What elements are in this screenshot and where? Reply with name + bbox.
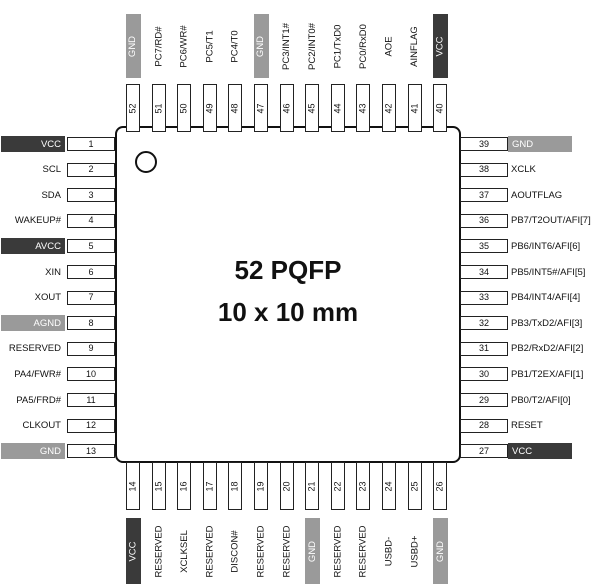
pin-label-3: SDA bbox=[41, 189, 61, 201]
pin1-marker bbox=[135, 151, 157, 173]
pin-number: 49 bbox=[204, 102, 215, 114]
pin-15 bbox=[152, 462, 166, 510]
pin-label-text: RESERVED bbox=[281, 524, 293, 578]
pin-label-text: PC0/RxD0 bbox=[357, 23, 369, 69]
pin-label-35: PB6/INT6/AFI[6] bbox=[511, 240, 581, 252]
pin-number: 15 bbox=[153, 480, 164, 492]
package-size: 10 x 10 mm bbox=[217, 297, 359, 327]
pin-43 bbox=[356, 84, 370, 132]
pin-number: 17 bbox=[204, 480, 215, 492]
pin-16 bbox=[177, 462, 191, 510]
pin-number: 51 bbox=[153, 102, 164, 114]
pin-44 bbox=[331, 84, 345, 132]
pin-5: 5 bbox=[67, 239, 115, 253]
pin-label-45 bbox=[305, 14, 320, 78]
pin-23 bbox=[356, 462, 370, 510]
pin-label-text: USBD+ bbox=[409, 535, 421, 567]
pin-11: 11 bbox=[67, 393, 115, 407]
pin-label-21 bbox=[305, 518, 320, 584]
pin-label-17 bbox=[202, 518, 217, 584]
pin-number: 25 bbox=[409, 480, 420, 492]
pin-label-6: XIN bbox=[45, 266, 61, 278]
pin-label-text: GND bbox=[255, 35, 267, 57]
pin-label-text: RESERVED bbox=[332, 524, 344, 578]
pin-52 bbox=[126, 84, 140, 132]
pin-label-text: AOE bbox=[383, 35, 395, 57]
pin-32: 32 bbox=[460, 316, 508, 330]
pin-number: 50 bbox=[178, 102, 189, 114]
pin-label-27: VCC bbox=[508, 443, 572, 459]
pin-label-42 bbox=[382, 14, 397, 78]
pin-number: 47 bbox=[255, 102, 266, 114]
pin-9: 9 bbox=[67, 342, 115, 356]
pin-number: 23 bbox=[357, 480, 368, 492]
pin-number: 42 bbox=[383, 102, 394, 114]
pin-label-38: XCLK bbox=[511, 164, 536, 176]
pin-label-48 bbox=[228, 14, 243, 78]
pin-42 bbox=[382, 84, 396, 132]
pin-number: 40 bbox=[434, 102, 445, 114]
pin-13: 13 bbox=[67, 444, 115, 458]
pin-8: 8 bbox=[67, 316, 115, 330]
pin-label-text: PC4/T0 bbox=[229, 29, 241, 63]
pin-number: 19 bbox=[255, 480, 266, 492]
pin-38: 38 bbox=[460, 163, 508, 177]
pin-36: 36 bbox=[460, 214, 508, 228]
pin-2: 2 bbox=[67, 163, 115, 177]
pin-number: 43 bbox=[357, 102, 368, 114]
pin-28: 28 bbox=[460, 419, 508, 433]
pin-label-text: GND bbox=[127, 35, 139, 57]
pin-label-20 bbox=[279, 518, 294, 584]
pin-6: 6 bbox=[67, 265, 115, 279]
pin-label-26 bbox=[433, 518, 448, 584]
pin-label-50 bbox=[177, 14, 192, 78]
pin-label-25 bbox=[407, 518, 422, 584]
pin-39: 39 bbox=[460, 137, 508, 151]
pin-18 bbox=[228, 462, 242, 510]
pin-label-40 bbox=[433, 14, 448, 78]
pin-24 bbox=[382, 462, 396, 510]
pin-label-32: PB3/TxD2/AFI[3] bbox=[511, 317, 583, 329]
pin-label-24 bbox=[382, 518, 397, 584]
pin-label-15 bbox=[151, 518, 166, 584]
pin-label-text: XCLKSEL bbox=[178, 529, 190, 573]
pin-7: 7 bbox=[67, 291, 115, 305]
pin-number: 24 bbox=[383, 480, 394, 492]
pin-31: 31 bbox=[460, 342, 508, 356]
pin-label-44 bbox=[330, 14, 345, 78]
pin-label-43 bbox=[356, 14, 371, 78]
pin-19 bbox=[254, 462, 268, 510]
pin-label-text: PC3/INT1# bbox=[281, 22, 293, 70]
pin-label-text: PC6/WR# bbox=[178, 24, 190, 68]
pin-label-22 bbox=[330, 518, 345, 584]
package-title: 52 PQFP bbox=[234, 255, 342, 285]
pin-label-31: PB2/RxD2/AFI[2] bbox=[511, 343, 584, 355]
pin-29: 29 bbox=[460, 393, 508, 407]
pin-number: 48 bbox=[229, 102, 240, 114]
pin-27: 27 bbox=[460, 444, 508, 458]
pin-label-text: VCC bbox=[127, 540, 139, 562]
pin-10: 10 bbox=[67, 367, 115, 381]
pin-label-49 bbox=[202, 14, 217, 78]
pin-label-46 bbox=[279, 14, 294, 78]
pin-20 bbox=[280, 462, 294, 510]
pin-label-51 bbox=[151, 14, 166, 78]
pin-number: 18 bbox=[229, 480, 240, 492]
pin-number: 16 bbox=[178, 480, 189, 492]
pin-label-1: VCC bbox=[1, 136, 65, 152]
pin-46 bbox=[280, 84, 294, 132]
pin-49 bbox=[203, 84, 217, 132]
pin-label-10: PA4/FWR# bbox=[14, 368, 61, 380]
pin-label-13: GND bbox=[1, 443, 65, 459]
pin-number: 20 bbox=[281, 480, 292, 492]
pin-12: 12 bbox=[67, 419, 115, 433]
pin-1: 1 bbox=[67, 137, 115, 151]
pin-label-12: CLKOUT bbox=[22, 420, 61, 432]
chip-body bbox=[115, 126, 461, 463]
pin-label-37: AOUTFLAG bbox=[511, 189, 563, 201]
pin-number: 14 bbox=[127, 480, 138, 492]
pin-34: 34 bbox=[460, 265, 508, 279]
pin-label-41 bbox=[407, 14, 422, 78]
pin-label-14 bbox=[126, 518, 141, 584]
pin-22 bbox=[331, 462, 345, 510]
pin-label-text: PC5/T1 bbox=[204, 29, 216, 63]
pin-label-4: WAKEUP# bbox=[14, 215, 61, 227]
pin-25 bbox=[408, 462, 422, 510]
pin-number: 21 bbox=[306, 480, 317, 492]
pin-41 bbox=[408, 84, 422, 132]
pin-label-text: GND bbox=[306, 540, 318, 562]
pin-label-33: PB4/INT4/AFI[4] bbox=[511, 292, 581, 304]
pin-label-52 bbox=[126, 14, 141, 78]
pin-number: 45 bbox=[306, 102, 317, 114]
pin-number: 52 bbox=[127, 102, 138, 114]
pin-label-39: GND bbox=[508, 136, 572, 152]
pin-label-7: XOUT bbox=[34, 292, 61, 304]
pin-label-text: RESERVED bbox=[255, 524, 267, 578]
pin-47 bbox=[254, 84, 268, 132]
pin-label-18 bbox=[228, 518, 243, 584]
pin-14 bbox=[126, 462, 140, 510]
pin-30: 30 bbox=[460, 367, 508, 381]
pin-label-5: AVCC bbox=[1, 238, 65, 254]
pin-17 bbox=[203, 462, 217, 510]
pin-48 bbox=[228, 84, 242, 132]
pin-label-9: RESERVED bbox=[8, 343, 61, 355]
pin-label-text: VCC bbox=[434, 35, 446, 57]
pin-26 bbox=[433, 462, 447, 510]
pin-label-16 bbox=[177, 518, 192, 584]
pin-40 bbox=[433, 84, 447, 132]
pin-label-19 bbox=[254, 518, 269, 584]
pin-number: 44 bbox=[332, 102, 343, 114]
pin-label-47 bbox=[254, 14, 269, 78]
pin-50 bbox=[177, 84, 191, 132]
pin-label-text: RESERVED bbox=[153, 524, 165, 578]
pin-label-23 bbox=[356, 518, 371, 584]
pin-label-text: DISCON# bbox=[229, 529, 241, 573]
pin-35: 35 bbox=[460, 239, 508, 253]
pin-label-text: PC1/TxD0 bbox=[332, 24, 344, 68]
pin-label-text: GND bbox=[434, 540, 446, 562]
pin-label-text: AINFLAG bbox=[409, 25, 421, 67]
pin-number: 46 bbox=[281, 102, 292, 114]
pin-number: 41 bbox=[409, 102, 420, 114]
pin-number: 26 bbox=[434, 480, 445, 492]
pin-33: 33 bbox=[460, 291, 508, 305]
pin-label-28: RESET bbox=[511, 420, 543, 432]
pin-label-2: SCL bbox=[42, 164, 61, 176]
pin-label-29: PB0/T2/AFI[0] bbox=[511, 394, 571, 406]
pin-label-text: RESERVED bbox=[357, 524, 369, 578]
pin-label-text: USBD- bbox=[383, 536, 395, 566]
pin-label-text: PC2/INT0# bbox=[306, 22, 318, 70]
pin-45 bbox=[305, 84, 319, 132]
pin-label-text: PC7/RD# bbox=[153, 25, 165, 67]
pin-label-34: PB5/INT5#/AFI[5] bbox=[511, 266, 586, 278]
pin-number: 22 bbox=[332, 480, 343, 492]
pin-label-8: AGND bbox=[1, 315, 65, 331]
pin-37: 37 bbox=[460, 188, 508, 202]
pin-label-text: RESERVED bbox=[204, 524, 216, 578]
pin-3: 3 bbox=[67, 188, 115, 202]
pin-label-36: PB7/T2OUT/AFI[7] bbox=[511, 215, 591, 227]
pin-label-11: PA5/FRD# bbox=[16, 394, 61, 406]
pin-label-30: PB1/T2EX/AFI[1] bbox=[511, 368, 584, 380]
pin-51 bbox=[152, 84, 166, 132]
pin-4: 4 bbox=[67, 214, 115, 228]
pin-21 bbox=[305, 462, 319, 510]
